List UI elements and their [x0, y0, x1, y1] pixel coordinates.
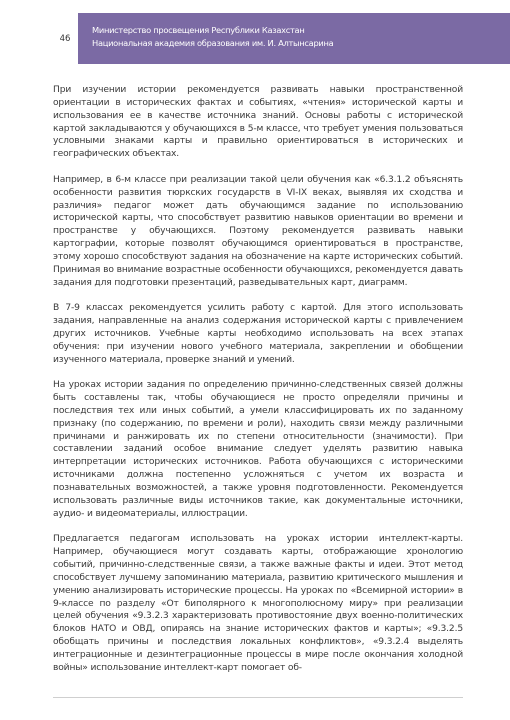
- header-text: [92, 24, 333, 49]
- paragraph: Например, в 6-м классе при реализации такой цели обучения как «6.3.1.2 объяснять особенности развития тюркских государств в VI-IX веках, выявляя их сходства и различия» педагог может дать обучающимся задание по использованию исторической карты, что способствует развитию навыков ориентации во времени и пространстве у обучающихся. Поэтому рекомендуется развивать навыки картографии, которые позволят обучающимся ориентироваться в пространстве, этому хорошо способствуют задания на обозначение на карте исторических событий. Принимая во внимание возрастные особенности обучающихся, рекомендуется давать задания для подготовки презентаций, разведывательных карт, диаграмм.: [53, 174, 463, 288]
- bottom-divider: [53, 697, 463, 698]
- paragraph: В 7-9 классах рекомендуется усилить работу с картой. Для этого использовать задания, направленные на анализ содержания исторической карты с привлечением других источников. Учебные карты необходимо использовать на всех этапах обучения: при изучении нового учебного материала, закреплении и обобщении изученного материала, проверке знаний и умений.: [53, 303, 463, 365]
- paragraph: При изучении истории рекомендуется развивать навыки пространственной ориентации в исторических фактах и событиях, «чтения» исторической карты и использования ее в качестве источника знаний. Основы работы с исторической картой закладываются у обучающихся в 5-м классе, что требует умения пользоваться условными знаками карты и правильно ориентироваться в исторических и географических объектах.: [53, 85, 463, 160]
- paragraph: На уроках истории задания по определению причинно-следственных связей должны быть составлены так, чтобы обучающиеся не просто определяли причины и последствия тех или иных событий, а умели классифицировать их по заданному признаку (по содержанию, по времени и роли), находить связи между различными причинами и ранжировать их по степени относительности (значимости). При составлении заданий особое внимание следует уделять развитию навыка интерпретации исторических источников. Работа обучающихся с историческими источниками должна постепенно усложняться с учетом их возраста и познавательных возможностей, а также уровня подготовленности. Рекомендуется использовать различные виды источников такие, как документальные источники, аудио- и видеоматериалы, иллюстрации.: [53, 380, 463, 519]
- page-number-box: [52, 13, 78, 64]
- page-number: 46: [59, 33, 71, 44]
- body-text: [53, 84, 463, 687]
- paragraph: Предлагается педагогам использовать на уроках истории интеллект-карты. Например, обучающиеся могут создавать карты, отображающие хронологию событий, причинно-следственные связи, а также важные факты и идеи. Этот метод способствует лучшему запоминанию материала, развитию критического мышления и умению анализировать исторические процессы. На уроках по «Всемирной истории» в 9-классе по разделу «От биполярного к многополюсному миру» при реализации целей обучения «9.3.2.3 характеризовать противостояние двух военно-политических блоков НАТО и ОВД, опираясь на знание исторических фактов и карты»; «9.3.2.5 обобщать причины и последствия локальных конфликтов», «9.3.2.4 выделять интеграционные и дезинтеграционные процессы в мире после окончания холодной войны» использование интеллект-карт помогает об-: [53, 534, 463, 673]
- header-line-academy: Национальная академия образования им. И. Алтынсарина: [92, 37, 334, 48]
- header-line-ministry: Министерство просвещения Республики Казахстан: [92, 25, 305, 35]
